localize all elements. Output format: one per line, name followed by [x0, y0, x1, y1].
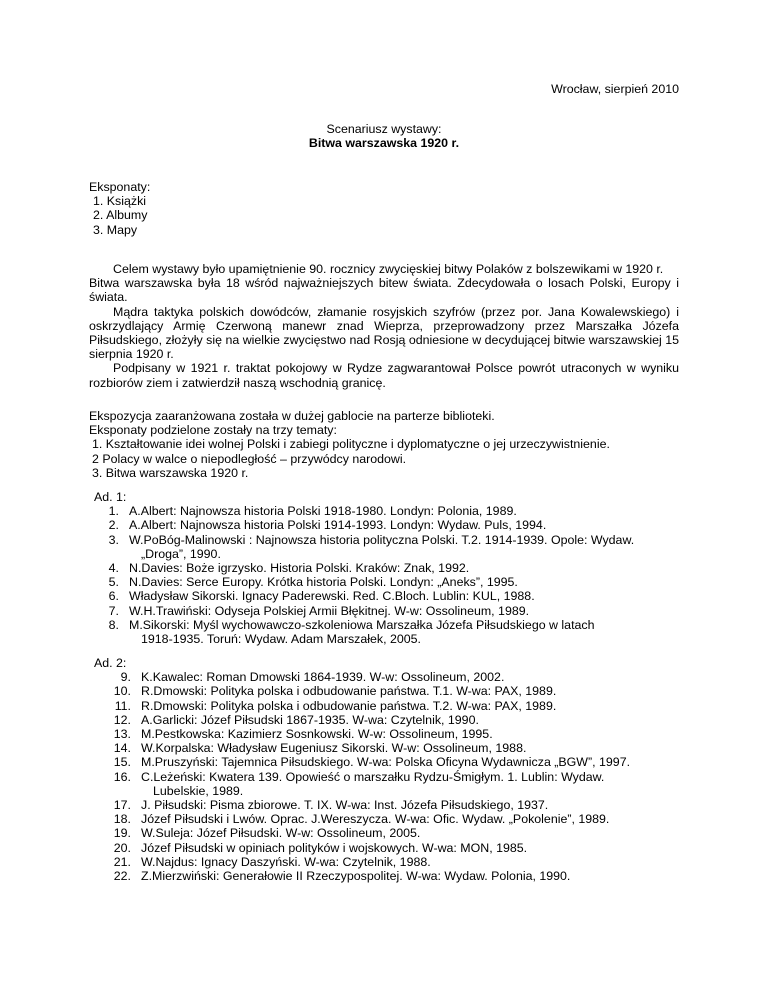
- bibliography-entry: [89, 670, 679, 684]
- entry-text: Z.Mierzwiński: Generałowie II Rzeczypospolitej. W-wa: Wydaw. Polonia, 1990.: [141, 869, 571, 884]
- intro-paragraph: Bitwa warszawska była 18 wśród najważniejszych bitew świata. Zdecydowała o losach Polski, Europy i świata.: [89, 276, 679, 305]
- entry-number: 20.: [113, 840, 131, 855]
- bibliography-entry: [89, 826, 679, 840]
- bibliography-entry: [89, 812, 679, 826]
- bibliography-entry: [89, 533, 679, 561]
- bibliography-entry: [89, 561, 679, 575]
- bibliography-entry: [89, 713, 679, 727]
- entry-text: M.Sikorski: Myśl wychowawczo-szkoleniowa Marszałka Józefa Piłsudskiego w latach: [129, 617, 595, 632]
- exhibit-item: 3. Mapy: [93, 222, 138, 237]
- entry-number: 3.: [108, 532, 119, 547]
- theme-item: 1. Kształtowanie idei wolnej Polski i zabiegi polityczne i dyplomatyczne o jej urzeczywistnienie.: [92, 437, 610, 452]
- bibliography-entry: [89, 798, 679, 812]
- entry-number: 21.: [113, 854, 131, 869]
- title-line-1: Scenariusz wystawy:: [326, 122, 442, 136]
- entry-number: 19.: [113, 826, 131, 841]
- entry-text: W.Korpalska: Władysław Eugeniusz Sikorski. W-w: Ossolineum, 1988.: [141, 741, 527, 756]
- entry-text: R.Dmowski: Polityka polska i odbudowanie państwa. T.1. W-wa: PAX, 1989.: [141, 684, 557, 699]
- entry-number: 7.: [108, 603, 119, 618]
- exhibit-item: 1. Książki: [93, 194, 147, 209]
- entry-text: K.Kawalec: Roman Dmowski 1864-1939. W-w: Ossolineum, 2002.: [141, 670, 505, 685]
- entry-text: A.Garlicki: Józef Piłsudski 1867-1935. W-wa: Czytelnik, 1990.: [141, 712, 479, 727]
- entry-number: 6.: [108, 589, 119, 604]
- theme-item: 2 Polacy w walce o niepodległość – przywódcy narodowi.: [92, 451, 407, 466]
- entry-text: W.Suleja: Józef Piłsudski. W-w: Ossolineum, 2005.: [141, 826, 421, 841]
- title-line-2: Bitwa warszawska 1920 r.: [308, 136, 460, 151]
- intro-paragraph: Mądra taktyka polskich dowódców, złamanie rosyjskich szyfrów (przez por. Jana Kowalewskiego) i oskrzydlający Armię Czerwoną manewr znad Wieprza, przeprowadzony przez Marszałka Józefa Piłsudskiego, złożyły się na wielkie zwycięstwo nad Rosją odniesione w decydującej bitwie warszawskiej 15 sierpnia 1920 r.: [89, 304, 679, 362]
- entry-number: 13.: [113, 727, 131, 742]
- entry-number: 5.: [108, 575, 119, 590]
- entry-text: W.H.Trawiński: Odyseja Polskiej Armii Błękitnej. W-w: Ossolineum, 1989.: [129, 603, 530, 618]
- entry-text: A.Albert: Najnowsza historia Polski 1914-1993. Londyn: Wydaw. Puls, 1994.: [129, 518, 547, 533]
- entry-number: 4.: [108, 561, 119, 576]
- exposition-section: [89, 409, 679, 480]
- entry-number: 9.: [120, 670, 131, 685]
- bibliography-entry: [89, 589, 679, 603]
- bibliography-entry: [89, 755, 679, 769]
- bibliography-entry: [89, 518, 679, 532]
- bibliography-entry: [89, 618, 679, 646]
- bibliography-entry: [89, 575, 679, 589]
- intro-paragraph: Podpisany w 1921 r. traktat pokojowy w Rydze zagwarantował Polsce powrót utraconych w wyniku rozbiorów ziem i zatwierdził naszą wschodnią granicę.: [89, 361, 679, 390]
- bibliography-list: [89, 670, 679, 883]
- section-heading: Ad. 1:: [94, 490, 127, 504]
- entry-number: 11.: [114, 698, 131, 713]
- bibliography-entry: [89, 727, 679, 741]
- bibliography-entry: [89, 841, 679, 855]
- entry-number: 16.: [113, 769, 131, 784]
- entry-number: 18.: [113, 812, 131, 827]
- entry-number: 14.: [113, 741, 131, 756]
- entry-number: 8.: [108, 617, 119, 632]
- exhibits-heading: Eksponaty:: [89, 180, 151, 194]
- entry-number: 2.: [108, 518, 119, 533]
- section-heading: Ad. 2:: [94, 656, 127, 670]
- bibliography-entry: [89, 770, 679, 798]
- entry-number: 17.: [113, 798, 131, 813]
- entry-text: Józef Piłsudski i Lwów. Oprac. J.Wereszycza. W-wa: Ofic. Wydaw. „Pokolenie”, 1989.: [141, 812, 610, 827]
- theme-item: 3. Bitwa warszawska 1920 r.: [92, 465, 249, 480]
- entry-text: A.Albert: Najnowsza historia Polski 1918-1980. Londyn: Polonia, 1989.: [129, 504, 517, 519]
- exhibits-list: [89, 180, 150, 237]
- bibliography-entry: [89, 684, 679, 698]
- entry-text: Władysław Sikorski. Ignacy Paderewski. Red. C.Bloch. Lublin: KUL, 1988.: [129, 589, 535, 604]
- entry-text: W.Najdus: Ignacy Daszyński. W-wa: Czytelnik, 1988.: [141, 854, 431, 869]
- entry-text: R.Dmowski: Polityka polska i odbudowanie państwa. T.2. W-wa: PAX, 1989.: [141, 698, 557, 713]
- bibliography-list: [89, 504, 679, 646]
- entry-text: C.Leżeński: Kwatera 139. Opowieść o marszałku Rydzu-Śmigłym. 1. Lublin: Wydaw.: [141, 769, 605, 784]
- bibliography-entry: [89, 855, 679, 869]
- entry-number: 12.: [113, 712, 131, 727]
- bibliography-entry: [89, 741, 679, 755]
- title-block: [89, 122, 679, 150]
- bibliography-entry: [89, 699, 679, 713]
- bibliography-section-2: [89, 656, 679, 883]
- entry-text: Józef Piłsudski w opiniach polityków i wojskowych. W-wa: MON, 1985.: [141, 840, 528, 855]
- intro-paragraph: Celem wystawy było upamiętnienie 90. rocznicy zwycięskiej bitwy Polaków z bolszewikami w 1920 r.: [113, 262, 664, 276]
- intro-section: [89, 262, 679, 390]
- entry-text: J. Piłsudski: Pisma zbiorowe. T. IX. W-wa: Inst. Józefa Piłsudskiego, 1937.: [141, 798, 549, 813]
- exhibit-item: 2. Albumy: [93, 208, 148, 223]
- bibliography-section-1: [89, 490, 679, 646]
- entry-number: 15.: [113, 755, 131, 770]
- entry-text: N.Davies: Boże igrzysko. Historia Polski. Kraków: Znak, 1992.: [129, 561, 470, 576]
- entry-text-continuation: Lubelskie, 1989.: [153, 783, 244, 798]
- exposition-line: Ekspozycja zaaranżowana została w dużej gablocie na parterze biblioteki.: [89, 409, 495, 423]
- bibliography-entry: [89, 869, 679, 883]
- bibliography-entry: [89, 604, 679, 618]
- entry-text: N.Davies: Serce Europy. Krótka historia Polski. Londyn: „Aneks”, 1995.: [129, 575, 518, 590]
- entry-number: 10.: [113, 684, 131, 699]
- entry-text: M.Pruszyński: Tajemnica Piłsudskiego. W-wa: Polska Oficyna Wydawnicza „BGW”, 1997.: [141, 755, 631, 770]
- bibliography-entry: [89, 504, 679, 518]
- entry-text: W.PoBóg-Malinowski : Najnowsza historia polityczna Polski. T.2. 1914-1939. Opole: Wydaw.: [129, 532, 635, 547]
- entry-number: 22.: [113, 869, 131, 884]
- exposition-line: Eksponaty podzielone zostały na trzy tematy:: [89, 423, 337, 438]
- entry-text-continuation: „Droga”, 1990.: [141, 546, 221, 561]
- entry-text-continuation: 1918-1935. Toruń: Wydaw. Adam Marszałek, 2005.: [141, 632, 421, 647]
- entry-text: M.Pestkowska: Kazimierz Sosnkowski. W-w: Ossolineum, 1995.: [141, 727, 493, 742]
- place-date: Wrocław, sierpień 2010: [551, 82, 679, 96]
- entry-number: 1.: [108, 504, 119, 519]
